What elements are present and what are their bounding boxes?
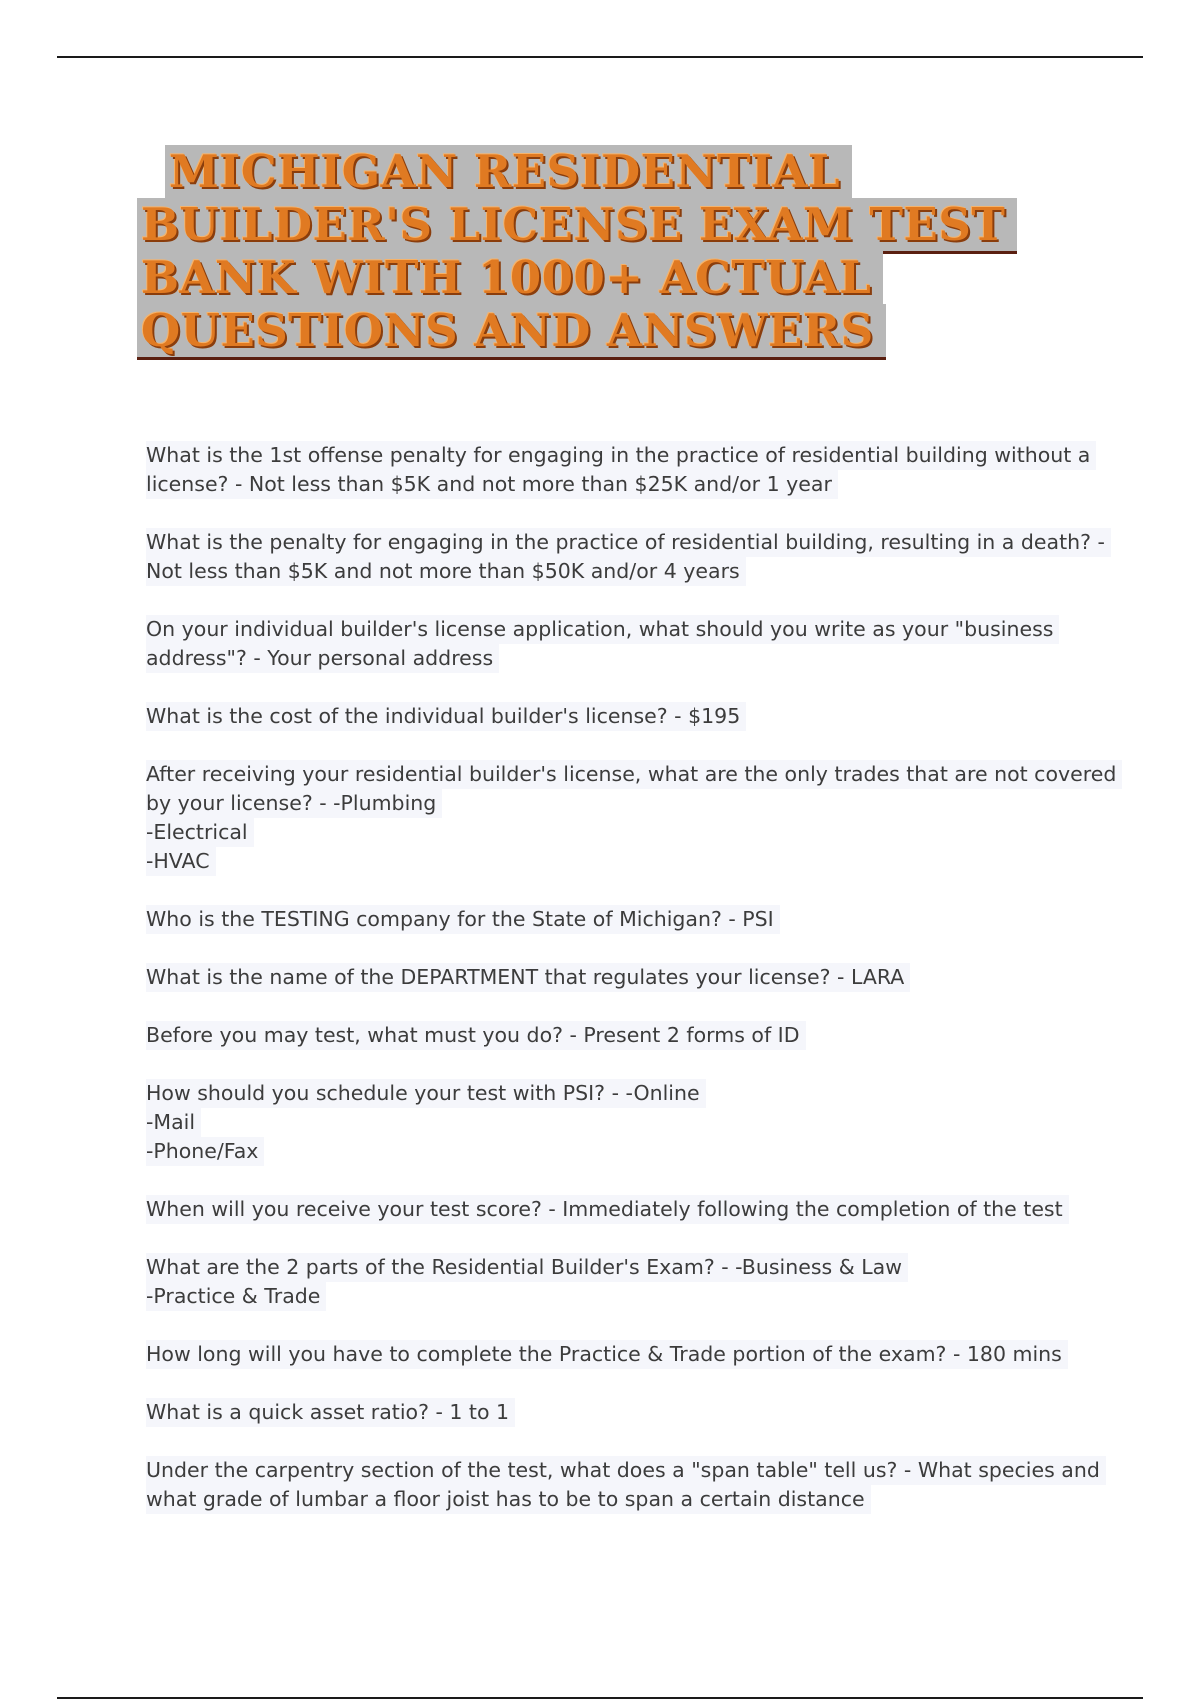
qa-item (146, 1079, 1086, 1166)
qa-item (146, 1021, 1086, 1050)
footer-rule (57, 1697, 1143, 1699)
qa-line: address"? - Your personal address (146, 644, 499, 673)
header-rule (57, 56, 1143, 58)
qa-item (146, 905, 1086, 934)
qa-item (146, 1253, 1086, 1311)
qa-item (146, 963, 1086, 992)
qa-list (146, 441, 1117, 1543)
title-line (137, 145, 1037, 198)
title-line (137, 198, 1037, 251)
qa-item (146, 1195, 1086, 1224)
qa-line: What is the cost of the individual builder's license? - $195 (146, 702, 746, 731)
qa-line: How long will you have to complete the Practice & Trade portion of the exam? - 180 mins (146, 1340, 1068, 1369)
qa-line: What is the name of the DEPARTMENT that regulates your license? - LARA (146, 963, 910, 992)
qa-item (146, 702, 1086, 731)
qa-line: When will you receive your test score? - Immediately following the completion of the test (146, 1195, 1069, 1224)
qa-item (146, 1456, 1100, 1514)
qa-line: by your license? - -Plumbing (146, 789, 442, 818)
qa-line: -Phone/Fax (146, 1137, 264, 1166)
qa-line: -Mail (146, 1108, 201, 1137)
qa-line: On your individual builder's license application, what should you write as your "business (146, 615, 1059, 644)
qa-line: What is the 1st offense penalty for engaging in the practice of residential building without a (146, 441, 1096, 470)
qa-line: Who is the TESTING company for the State of Michigan? - PSI (146, 905, 780, 934)
qa-line: What is the penalty for engaging in the practice of residential building, resulting in a death? - (146, 528, 1111, 557)
qa-line: license? - Not less than $5K and not more than $25K and/or 1 year (146, 470, 838, 499)
qa-item (146, 441, 1091, 499)
qa-item (146, 760, 1117, 876)
qa-item (146, 1340, 1086, 1369)
qa-item (146, 528, 1105, 586)
qa-line: What are the 2 parts of the Residential Builder's Exam? - -Business & Law (146, 1253, 908, 1282)
document-title (137, 145, 1037, 357)
qa-line: Not less than $5K and not more than $50K and/or 4 years (146, 557, 746, 586)
qa-item (146, 615, 1086, 673)
title-line-text: BUILDER'S LICENSE EXAM TEST (137, 198, 1017, 254)
title-line-text: MICHIGAN RESIDENTIAL (165, 145, 852, 201)
title-line (137, 304, 1037, 357)
qa-line: -Electrical (146, 818, 254, 847)
qa-item (146, 1398, 1086, 1427)
qa-line: What is a quick asset ratio? - 1 to 1 (146, 1398, 515, 1427)
qa-line: How should you schedule your test with PSI? - -Online (146, 1079, 706, 1108)
title-line-text: BANK WITH 1000+ ACTUAL (137, 251, 883, 307)
qa-line: -Practice & Trade (146, 1282, 326, 1311)
title-line (137, 251, 1037, 304)
qa-line: -HVAC (146, 847, 216, 876)
qa-line: what grade of lumbar a floor joist has to be to span a certain distance (146, 1485, 871, 1514)
title-line-text: QUESTIONS AND ANSWERS (137, 304, 886, 360)
qa-line: Before you may test, what must you do? - Present 2 forms of ID (146, 1021, 806, 1050)
qa-line: After receiving your residential builder's license, what are the only trades that are not covered (146, 760, 1122, 789)
qa-line: Under the carpentry section of the test, what does a "span table" tell us? - What species and (146, 1456, 1106, 1485)
